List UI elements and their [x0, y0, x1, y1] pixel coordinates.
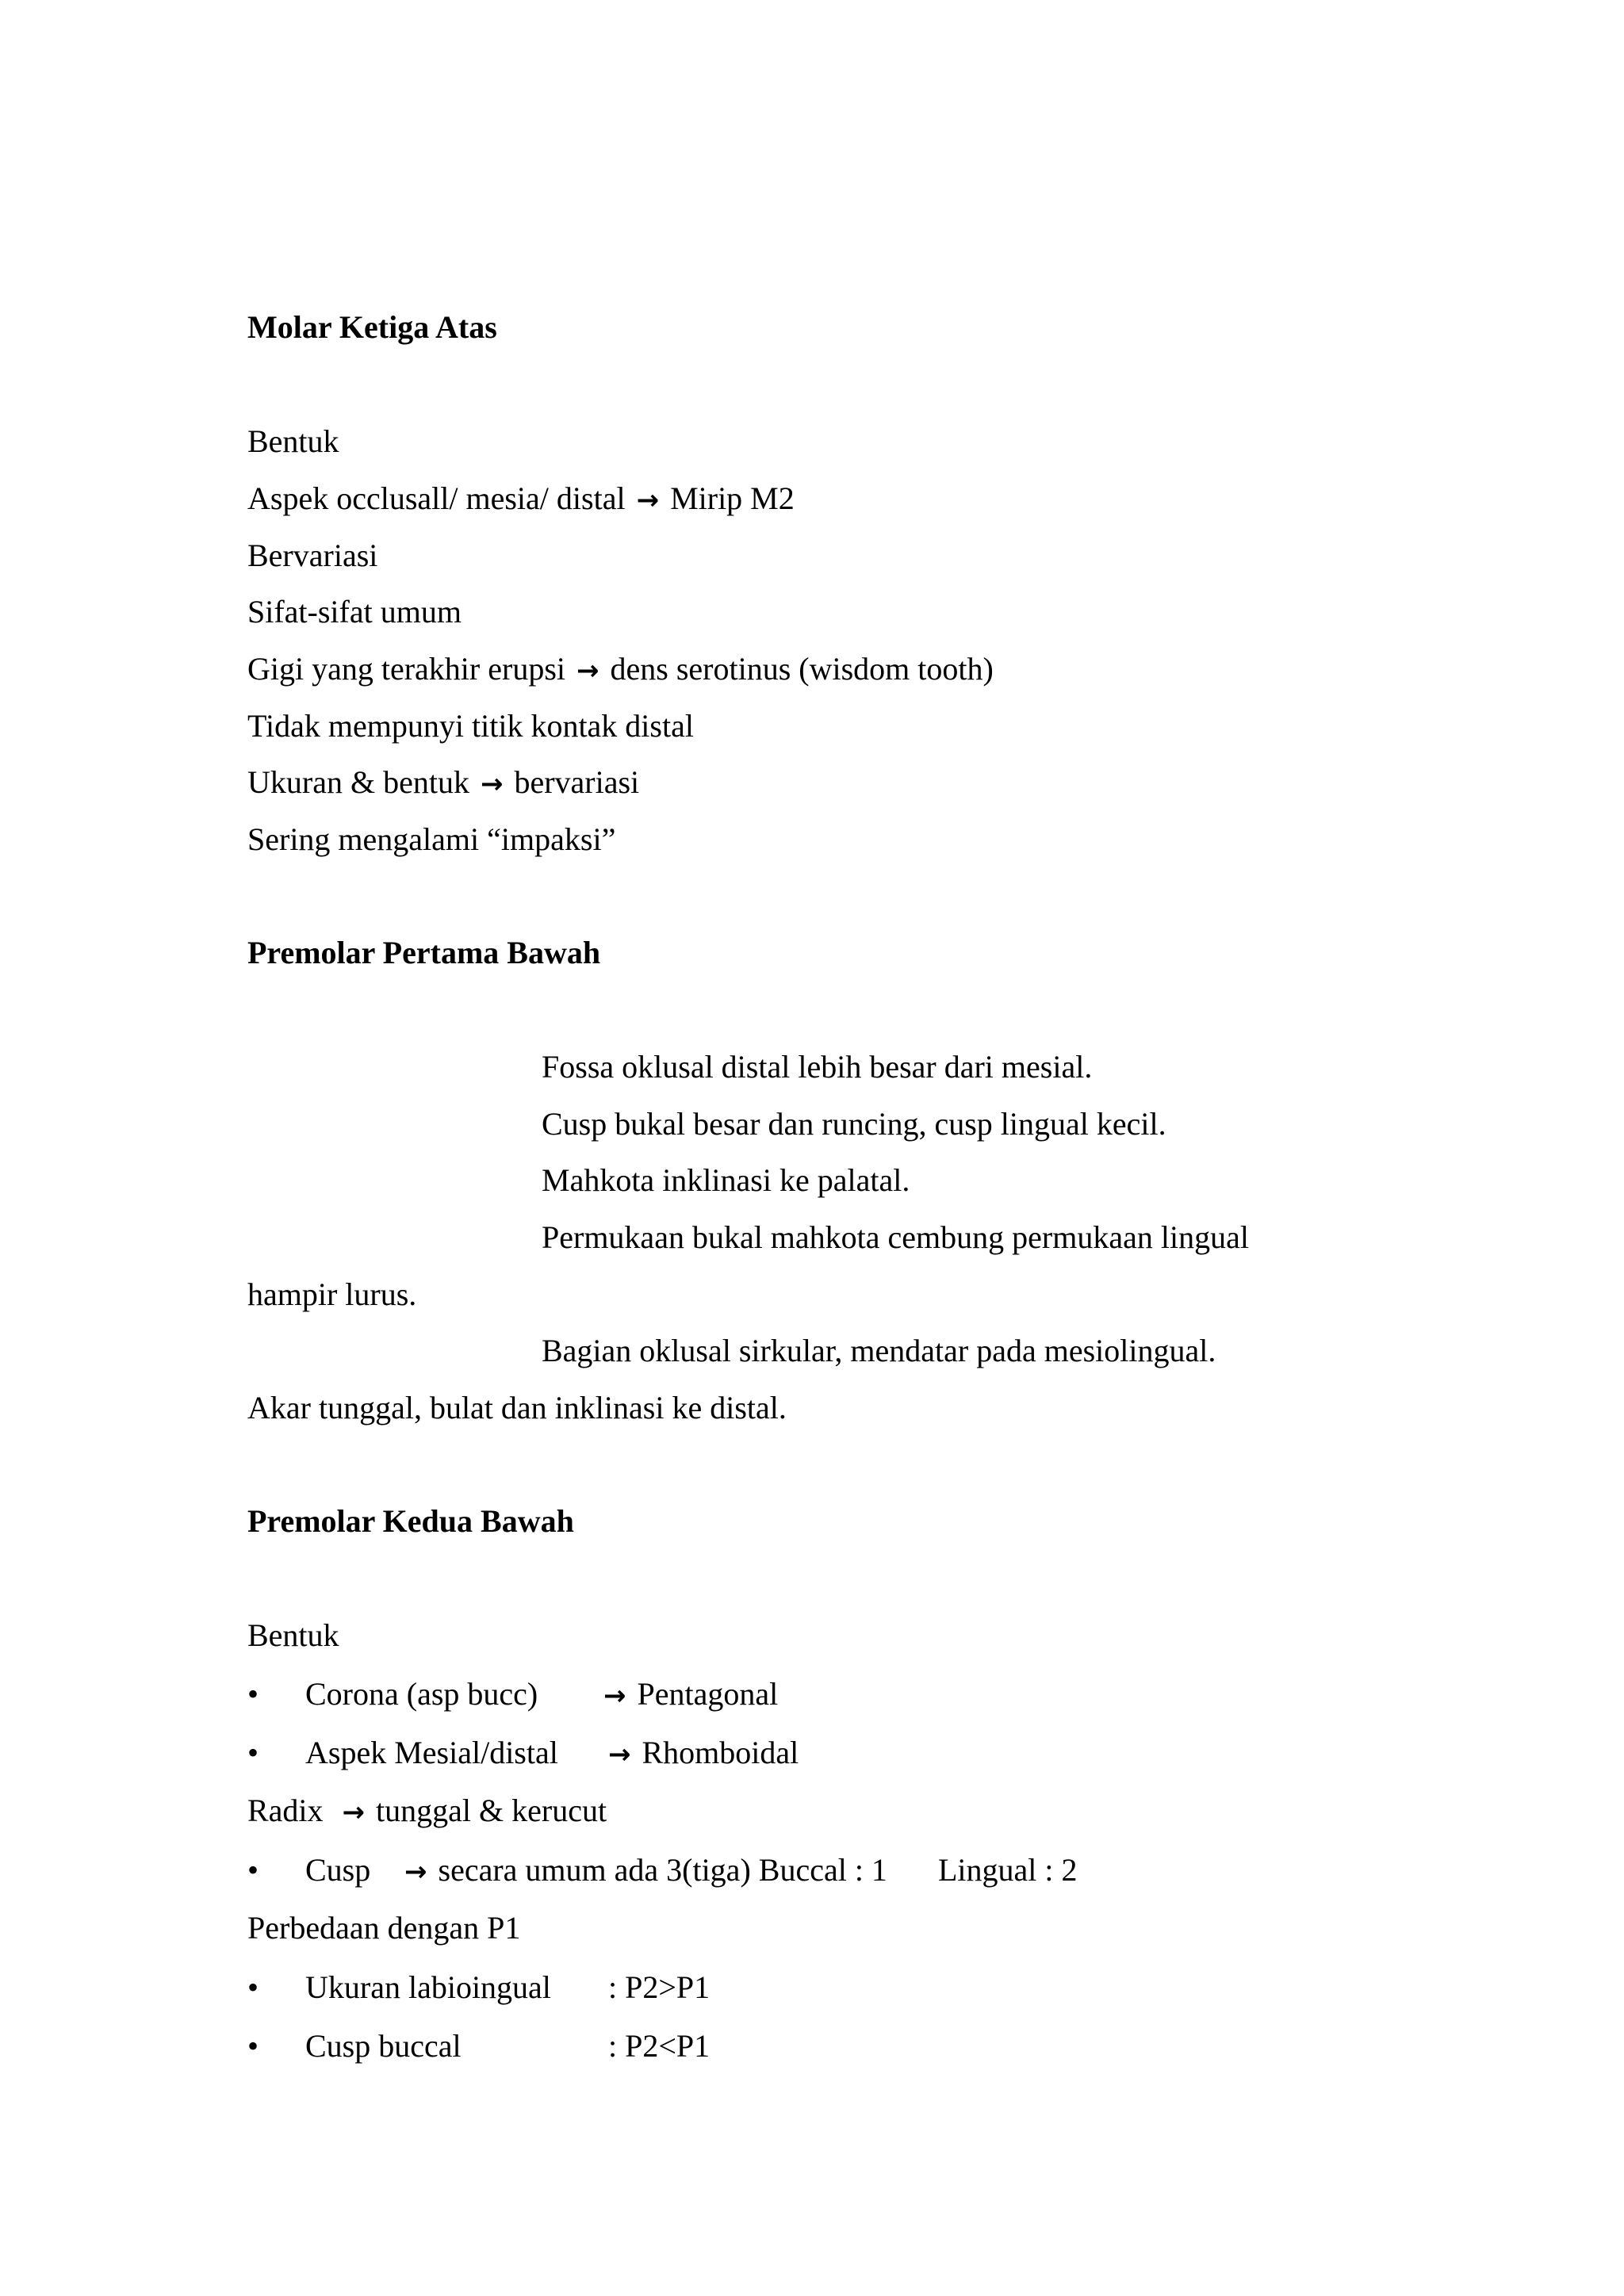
text-line: Bervariasi	[247, 538, 378, 573]
arrow-right-icon: →	[603, 1680, 626, 1712]
text-segment: tunggal & kerucut	[376, 1793, 607, 1828]
text-line-with-arrow	[247, 650, 994, 690]
text-segment: Gigi yang terakhir erupsi	[247, 651, 565, 687]
section-title-premolar-pertama-bawah: Premolar Pertama Bawah	[247, 935, 601, 970]
list-item-label: Ukuran labioingual	[305, 1969, 551, 2005]
arrow-right-icon: →	[608, 1739, 631, 1770]
text-line-with-arrow	[247, 480, 795, 519]
bullet-icon: •	[247, 1676, 259, 1712]
bullet-icon: •	[247, 1852, 259, 1888]
text-segment: Ukuran & bentuk	[247, 764, 469, 800]
text-line: Tidak mempunyi titik kontak distal	[247, 708, 694, 744]
arrow-right-icon: →	[480, 768, 504, 800]
list-item-label: Corona (asp bucc)	[305, 1676, 538, 1712]
arrow-right-icon: →	[404, 1856, 427, 1888]
text-line: Sering mengalami “impaksi”	[247, 821, 616, 857]
text-line: Mahkota inklinasi ke palatal.	[542, 1162, 910, 1198]
text-line-with-arrow	[247, 763, 639, 803]
text-segment: Radix	[247, 1793, 324, 1828]
arrow-right-icon: →	[576, 655, 599, 687]
list-item-value	[600, 1675, 778, 1715]
text-line: Akar tunggal, bulat dan inklinasi ke distal.	[247, 1390, 787, 1425]
text-line: Bagian oklusal sirkular, mendatar pada mesiolingual.	[542, 1333, 1216, 1368]
list-item-value	[605, 1734, 799, 1774]
text-line: Bentuk	[247, 1617, 339, 1653]
text-segment: Pentagonal	[637, 1676, 779, 1712]
text-segment: secara umum ada 3(tiga) Buccal : 1	[438, 1852, 887, 1888]
list-item-value: : P2>P1	[608, 1969, 710, 2005]
bullet-icon: •	[247, 1969, 259, 2005]
bullet-icon: •	[247, 2028, 259, 2064]
text-line-with-arrow	[247, 1792, 607, 1831]
text-segment: Rhomboidal	[642, 1735, 799, 1770]
text-line: Perbedaan dengan P1	[247, 1910, 521, 1946]
section-title-molar-ketiga-atas: Molar Ketiga Atas	[247, 309, 497, 345]
bullet-icon: •	[247, 1735, 259, 1770]
list-item-label: Cusp	[305, 1852, 371, 1888]
text-segment: Aspek occlusall/ mesia/ distal	[247, 480, 626, 516]
arrow-right-icon: →	[342, 1797, 366, 1828]
list-item-value	[401, 1851, 887, 1891]
list-item-value: : P2<P1	[608, 2028, 710, 2064]
text-line: Sifat-sifat umum	[247, 594, 462, 629]
text-segment: Lingual : 2	[938, 1852, 1078, 1888]
text-line: Permukaan bukal mahkota cembung permukaan lingual	[542, 1219, 1249, 1255]
section-title-premolar-kedua-bawah: Premolar Kedua Bawah	[247, 1503, 574, 1539]
list-item-label: Aspek Mesial/distal	[305, 1735, 558, 1770]
text-line: Fossa oklusal distal lebih besar dari mesial.	[542, 1049, 1093, 1085]
arrow-right-icon: →	[636, 484, 660, 516]
text-line: hampir lurus.	[247, 1276, 417, 1312]
list-item-label: Cusp buccal	[305, 2028, 462, 2064]
text-segment: Mirip M2	[670, 480, 795, 516]
text-line: Bentuk	[247, 423, 339, 459]
text-line: Cusp bukal besar dan runcing, cusp lingual kecil.	[542, 1106, 1166, 1142]
text-segment: dens serotinus (wisdom tooth)	[610, 651, 994, 687]
text-segment: bervariasi	[514, 764, 640, 800]
